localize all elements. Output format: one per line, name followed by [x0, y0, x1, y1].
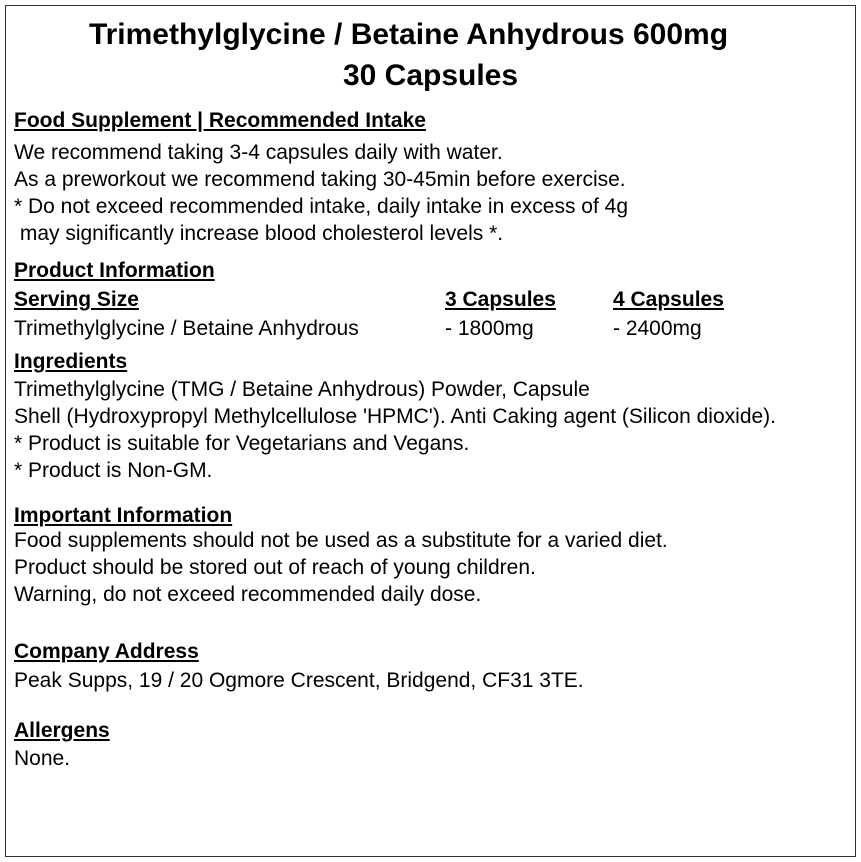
intake-line: * Do not exceed recommended intake, daily intake in excess of 4g [14, 195, 629, 218]
company-address-text: Peak Supps, 19 / 20 Ogmore Crescent, Bridgend, CF31 3TE. [14, 669, 584, 692]
four-capsules-amount: - 2400mg [613, 317, 702, 340]
ingredients-line: Trimethylglycine (TMG / Betaine Anhydrous) Powder, Capsule [14, 378, 590, 401]
ingredients-line: * Product is suitable for Vegetarians and Vegans. [14, 432, 470, 455]
serving-size-header: Serving Size [14, 288, 139, 311]
important-info-line: Product should be stored out of reach of young children. [14, 556, 536, 579]
intake-heading: Food Supplement | Recommended Intake [14, 109, 426, 132]
allergens-text: None. [14, 747, 71, 770]
allergens-heading: Allergens [14, 719, 110, 742]
intake-line: As a preworkout we recommend taking 30-45min before exercise. [14, 168, 626, 191]
three-capsules-header: 3 Capsules [445, 288, 556, 311]
intake-line: We recommend taking 3-4 capsules daily with water. [14, 141, 503, 164]
three-capsules-amount: - 1800mg [445, 317, 534, 340]
intake-line: may significantly increase blood cholesterol levels *. [14, 222, 504, 245]
important-info-line: Food supplements should not be used as a substitute for a varied diet. [14, 529, 668, 552]
serving-ingredient-name: Trimethylglycine / Betaine Anhydrous [14, 317, 359, 340]
product-subtitle: 30 Capsules [342, 59, 519, 92]
ingredients-line: Shell (Hydroxypropyl Methylcellulose 'HPMC'). Anti Caking agent (Silicon dioxide). [14, 405, 776, 428]
ingredients-heading: Ingredients [14, 350, 128, 373]
product-info-heading: Product Information [14, 259, 215, 282]
important-info-heading: Important Information [14, 504, 233, 527]
four-capsules-header: 4 Capsules [613, 288, 724, 311]
supplement-label [5, 5, 856, 857]
ingredients-line: * Product is Non-GM. [14, 459, 213, 482]
company-address-heading: Company Address [14, 640, 199, 663]
important-info-line: Warning, do not exceed recommended daily dose. [14, 583, 482, 606]
product-title: Trimethylglycine / Betaine Anhydrous 600mg [88, 18, 729, 51]
